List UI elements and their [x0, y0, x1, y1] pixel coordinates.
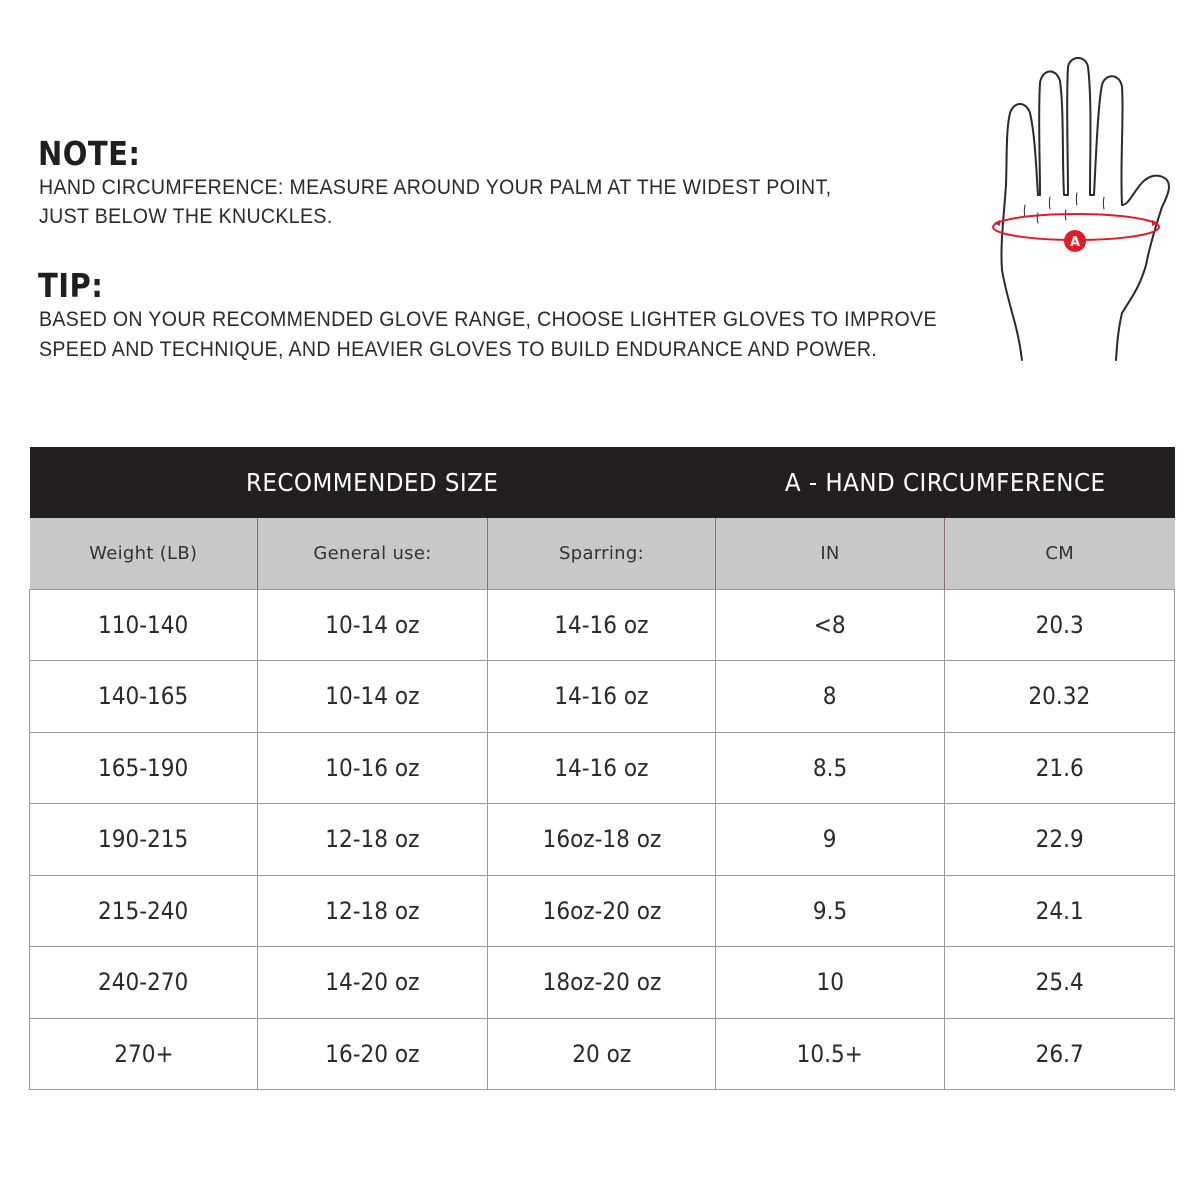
table-row: [30, 804, 1175, 876]
in-cell: 10: [716, 947, 945, 1019]
cm-cell: 21.6: [945, 732, 1175, 804]
tip-text-line-2: SPEED AND TECHNIQUE, AND HEAVIER GLOVES TO BUILD ENDURANCE AND POWER.: [39, 338, 878, 361]
cm-cell: 26.7: [945, 1018, 1175, 1090]
hand-circumference-header: A - HAND CIRCUMFERENCE: [716, 447, 1175, 518]
cm-cell: 24.1: [945, 875, 1175, 947]
cm-cell: 20.3: [945, 589, 1175, 661]
sparring-cell: 16oz-18 oz: [488, 804, 716, 876]
sparring-cell: 14-16 oz: [488, 661, 716, 733]
cm-cell: 22.9: [945, 804, 1175, 876]
weight-cell: 165-190: [30, 732, 258, 804]
table-row: [30, 732, 1175, 804]
cm-cell: 20.32: [945, 661, 1175, 733]
in-cell: 9: [716, 804, 945, 876]
table-row: [30, 661, 1175, 733]
column-header-weight: Weight (LB): [30, 518, 258, 589]
weight-cell: 240-270: [30, 947, 258, 1019]
weight-cell: 190-215: [30, 804, 258, 876]
general-use-cell: 10-14 oz: [258, 589, 488, 661]
in-cell: 9.5: [716, 875, 945, 947]
general-use-cell: 12-18 oz: [258, 804, 488, 876]
table-row: [30, 1018, 1175, 1090]
in-cell: <8: [716, 589, 945, 661]
table-row: [30, 589, 1175, 661]
note-title: NOTE:: [38, 134, 141, 173]
hand-measurement-icon: [980, 55, 1185, 370]
sparring-cell: 14-16 oz: [488, 589, 716, 661]
note-text-line-2: JUST BELOW THE KNUCKLES.: [39, 205, 333, 228]
weight-cell: 140-165: [30, 661, 258, 733]
marker-label: A: [1069, 235, 1081, 250]
tip-title: TIP:: [38, 266, 104, 305]
sparring-cell: 18oz-20 oz: [488, 947, 716, 1019]
weight-cell: 110-140: [30, 589, 258, 661]
sparring-cell: 14-16 oz: [488, 732, 716, 804]
general-use-cell: 16-20 oz: [258, 1018, 488, 1090]
column-header-sparring: Sparring:: [488, 518, 716, 589]
group-header-row: [30, 447, 1175, 518]
column-header-general-use: General use:: [258, 518, 488, 589]
table-row: [30, 947, 1175, 1019]
sparring-cell: 16oz-20 oz: [488, 875, 716, 947]
general-use-cell: 10-14 oz: [258, 661, 488, 733]
weight-cell: 215-240: [30, 875, 258, 947]
in-cell: 10.5+: [716, 1018, 945, 1090]
column-header-cm: CM: [945, 518, 1175, 589]
weight-cell: 270+: [30, 1018, 258, 1090]
cm-cell: 25.4: [945, 947, 1175, 1019]
in-cell: 8: [716, 661, 945, 733]
table-row: [30, 875, 1175, 947]
column-header-in: IN: [716, 518, 945, 589]
tip-text-line-1: BASED ON YOUR RECOMMENDED GLOVE RANGE, CHOOSE LIGHTER GLOVES TO IMPROVE: [39, 308, 937, 331]
sparring-cell: 20 oz: [488, 1018, 716, 1090]
general-use-cell: 12-18 oz: [258, 875, 488, 947]
general-use-cell: 10-16 oz: [258, 732, 488, 804]
in-cell: 8.5: [716, 732, 945, 804]
general-use-cell: 14-20 oz: [258, 947, 488, 1019]
column-header-row: [30, 518, 1175, 589]
note-text-line-1: HAND CIRCUMFERENCE: MEASURE AROUND YOUR PALM AT THE WIDEST POINT,: [39, 176, 832, 199]
recommended-size-header: RECOMMENDED SIZE: [30, 447, 716, 518]
size-chart-table: [29, 447, 1175, 1090]
